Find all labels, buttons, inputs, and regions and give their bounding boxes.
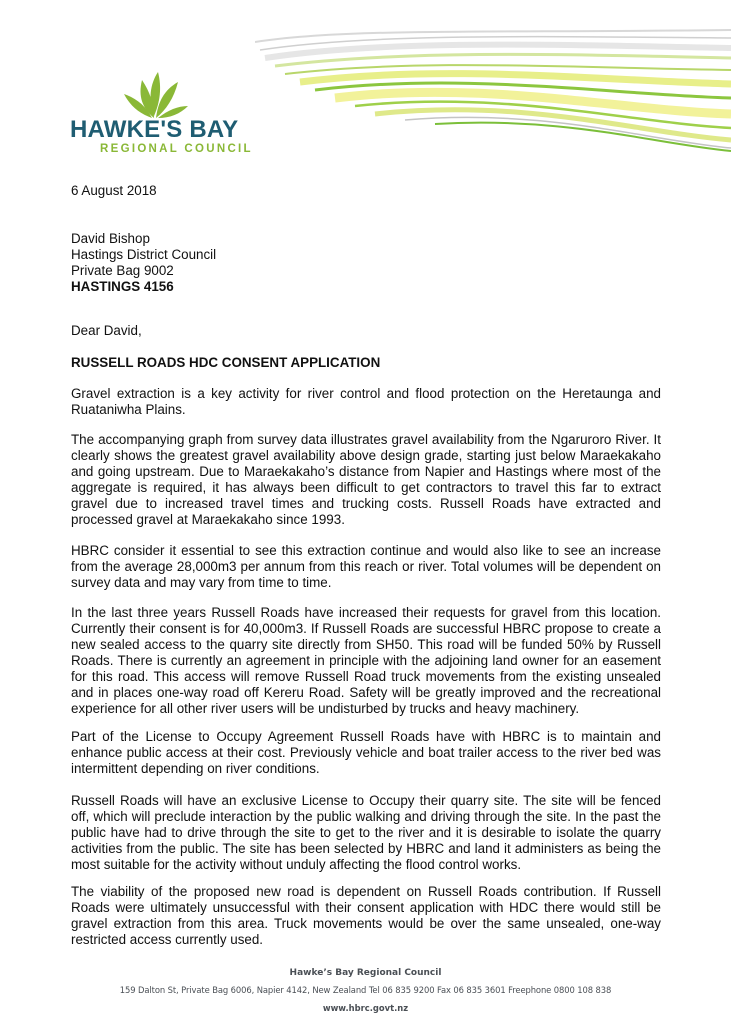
date-text: 6 August 2018 <box>71 183 157 198</box>
header-swoosh-graphic <box>255 28 731 153</box>
logo-name: HAWKE'S BAY <box>70 116 239 143</box>
recipient-name: David Bishop <box>71 231 150 246</box>
body-paragraph-3 <box>71 543 661 591</box>
recipient-block <box>71 231 661 295</box>
paragraph-text: Gravel extraction is a key activity for river control and flood protection on the Heretaunga and Ruataniwha Plains. <box>71 386 661 417</box>
hbrc-logo <box>68 70 268 160</box>
subject-line <box>71 355 661 371</box>
leaf-icon <box>120 70 190 120</box>
paragraph-text: In the last three years Russell Roads have increased their requests for gravel from this location. Currently their consent is for 40,000m3. If Russell Roads are successful HBRC propose to create a new sealed access to the quarry site directly from SH50. This road will be funded 50% by Russell Roads. There is currently an agreement in principle with the adjoining land owner for an easement for this road. This access will remove Russell Road truck movements from the existing unsealed and in places one-way road off Kereru Road. Safety will be greatly improved and the recreational experience for all other river users will be undisturbed by trucks and heavy machinery. <box>71 605 661 716</box>
salutation-text: Dear David, <box>71 323 142 338</box>
paragraph-text: The accompanying graph from survey data illustrates gravel availability from the Ngaruroro River. It clearly shows the greatest gravel availability above design grade, starting just below Maraekakaho and going upstream. Due to Maraekakaho’s distance from Napier and Hastings where most of the aggregate is required, it has always been difficult to get contractors to travel this far to extract gravel due to increased travel times and trucking costs. Russell Roads have extracted and processed gravel at Maraekakaho since 1993. <box>71 432 661 527</box>
logo-subtitle: REGIONAL COUNCIL <box>100 143 253 155</box>
paragraph-text: HBRC consider it essential to see this extraction continue and would also like to see an increase from the average 28,000m3 per annum from this reach or river. Total volumes will be dependent on survey data and may vary from time to time. <box>71 543 661 590</box>
body-paragraph-4 <box>71 605 661 717</box>
paragraph-text: The viability of the proposed new road is dependent on Russell Roads contribution. If Russell Roads were ultimately unsuccessful with their consent application with HDC there would still be gravel extraction from this area. Truck movements would be over the same unsealed, one-way restricted access currently used. <box>71 884 661 947</box>
footer-org: Hawke’s Bay Regional Council <box>289 968 442 978</box>
salutation <box>71 323 661 339</box>
recipient-org: Hastings District Council <box>71 247 217 262</box>
letter-footer <box>0 966 731 1013</box>
body-paragraph-2 <box>71 432 661 528</box>
footer-address: 159 Dalton St, Private Bag 6006, Napier 4142, New Zealand Tel 06 835 9200 Fax 06 835 3601 Freephone 0800 108 838 <box>119 985 612 995</box>
recipient-address: Private Bag 9002 <box>71 263 174 278</box>
subject-text: RUSSELL ROADS HDC CONSENT APPLICATION <box>71 355 381 370</box>
letter-date <box>71 183 661 199</box>
footer-website: www.hbrc.govt.nz <box>322 1003 409 1013</box>
recipient-city: HASTINGS 4156 <box>71 279 174 294</box>
body-paragraph-7 <box>71 884 661 948</box>
paragraph-text: Russell Roads will have an exclusive License to Occupy their quarry site. The site will be fenced off, which will preclude interaction by the public walking and driving through the site. In the past the public have had to drive through the site to get to the river and it is desirable to isolate the quarry activities from the public. The site has been selected by HBRC and land it administers as being the most suitable for the activity without unduly affecting the flood control works. <box>71 793 661 872</box>
body-paragraph-1 <box>71 386 661 418</box>
body-paragraph-5 <box>71 729 661 777</box>
paragraph-text: Part of the License to Occupy Agreement Russell Roads have with HBRC is to maintain and enhance public access at their cost. Previously vehicle and boat trailer access to the river bed was intermittent depending on river conditions. <box>71 729 661 776</box>
body-paragraph-6 <box>71 793 661 873</box>
